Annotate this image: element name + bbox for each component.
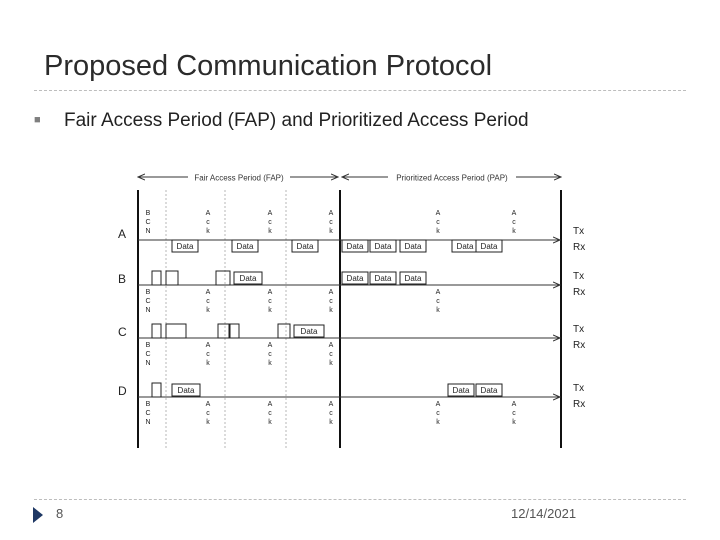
ack-marker: k: [512, 419, 516, 426]
ack-marker: k: [206, 228, 210, 235]
bcn-marker: N: [145, 360, 151, 367]
ack-marker: k: [329, 419, 333, 426]
bcn-marker: N: [145, 228, 151, 235]
tx-label: Tx: [573, 226, 585, 237]
ack-marker: c: [512, 219, 516, 226]
data-frame-label: Data: [176, 242, 194, 251]
title-divider: [34, 90, 686, 91]
slide-title: Proposed Communication Protocol: [44, 50, 493, 82]
ack-marker: c: [436, 219, 440, 226]
ack-marker: c: [268, 351, 272, 358]
ack-marker: c: [206, 219, 210, 226]
data-frame-label: Data: [404, 274, 422, 283]
ack-marker: A: [435, 401, 441, 408]
ack-marker: A: [267, 342, 273, 349]
ack-marker: k: [206, 307, 210, 314]
data-frame-label: Data: [346, 274, 364, 283]
rx-label: Rx: [573, 340, 586, 351]
tx-pulse: [216, 271, 230, 285]
tx-label: Tx: [573, 383, 585, 394]
slide-date: 12/14/2021: [511, 506, 577, 521]
rx-label: Rx: [573, 242, 586, 253]
ack-marker: c: [206, 410, 210, 417]
protocol-timing-diagram: [110, 165, 610, 455]
data-frame-label: Data: [480, 386, 498, 395]
ack-marker: k: [436, 228, 440, 235]
ack-marker: k: [512, 228, 516, 235]
ack-marker: A: [328, 342, 334, 349]
ack-marker: c: [329, 219, 333, 226]
tx-pulse: [152, 383, 161, 397]
data-frame-label: Data: [404, 242, 422, 251]
data-frame-label: Data: [177, 386, 195, 395]
ack-marker: k: [206, 419, 210, 426]
data-frame-label: Data: [236, 242, 254, 251]
ack-marker: c: [206, 351, 210, 358]
ack-marker: A: [328, 289, 334, 296]
ack-marker: A: [205, 210, 211, 217]
ack-marker: k: [268, 228, 272, 235]
ack-marker: k: [206, 360, 210, 367]
ack-marker: c: [512, 410, 516, 417]
ack-marker: k: [329, 307, 333, 314]
ack-marker: A: [435, 210, 441, 217]
bcn-marker: B: [145, 210, 151, 217]
triangle-marker-icon: [33, 507, 43, 523]
tx-label: Tx: [573, 271, 585, 282]
bcn-marker: B: [145, 289, 151, 296]
ack-marker: k: [268, 307, 272, 314]
ack-marker: k: [268, 360, 272, 367]
tx-pulse: [152, 324, 161, 338]
ack-marker: A: [267, 210, 273, 217]
ack-marker: A: [435, 289, 441, 296]
data-frame-label: Data: [456, 242, 474, 251]
node-label: A: [118, 227, 127, 241]
ack-marker: c: [436, 298, 440, 305]
ack-marker: A: [205, 401, 211, 408]
node-label: D: [118, 384, 127, 398]
bcn-marker: B: [145, 342, 151, 349]
data-frame-label: Data: [346, 242, 364, 251]
ack-marker: c: [268, 219, 272, 226]
square-bullet-icon: ■: [34, 114, 41, 126]
ack-marker: k: [329, 360, 333, 367]
footer-divider: [34, 499, 686, 500]
data-frame-label: Data: [296, 242, 314, 251]
rx-label: Rx: [573, 287, 586, 298]
rx-label: Rx: [573, 399, 586, 410]
bcn-marker: C: [145, 298, 151, 305]
tx-pulse: [278, 324, 290, 338]
ack-marker: k: [436, 307, 440, 314]
data-frame-label: Data: [374, 274, 392, 283]
bcn-marker: N: [145, 307, 151, 314]
data-frame-label: Data: [480, 242, 498, 251]
bcn-marker: N: [145, 419, 151, 426]
tx-pulse: [230, 324, 239, 338]
ack-marker: c: [329, 298, 333, 305]
ack-marker: k: [436, 419, 440, 426]
tx-pulse: [218, 324, 229, 338]
ack-marker: k: [268, 419, 272, 426]
ack-marker: A: [267, 401, 273, 408]
ack-marker: A: [205, 342, 211, 349]
ack-marker: A: [328, 401, 334, 408]
ack-marker: c: [329, 351, 333, 358]
ack-marker: c: [329, 410, 333, 417]
data-frame-label: Data: [374, 242, 392, 251]
bcn-marker: C: [145, 351, 151, 358]
page-number: 8: [56, 506, 64, 521]
ack-marker: A: [511, 401, 517, 408]
tx-pulse: [166, 324, 186, 338]
ack-marker: A: [511, 210, 517, 217]
node-label: B: [118, 272, 127, 286]
pap-label: Prioritized Access Period (PAP): [396, 173, 508, 183]
ack-marker: c: [268, 410, 272, 417]
ack-marker: A: [205, 289, 211, 296]
fap-label: Fair Access Period (FAP): [194, 173, 284, 183]
ack-marker: A: [267, 289, 273, 296]
node-label: C: [118, 325, 127, 339]
data-frame-label: Data: [452, 386, 470, 395]
bcn-marker: B: [145, 401, 151, 408]
data-frame-label: Data: [239, 274, 257, 283]
tx-pulse: [166, 271, 178, 285]
tx-label: Tx: [573, 324, 585, 335]
ack-marker: c: [436, 410, 440, 417]
ack-marker: k: [329, 228, 333, 235]
data-frame-label: Data: [300, 327, 318, 336]
bcn-marker: C: [145, 410, 151, 417]
bullet-text: Fair Access Period (FAP) and Prioritized Access Period: [64, 110, 529, 131]
tx-pulse: [152, 271, 161, 285]
ack-marker: c: [206, 298, 210, 305]
ack-marker: c: [268, 298, 272, 305]
bcn-marker: C: [145, 219, 151, 226]
ack-marker: A: [328, 210, 334, 217]
